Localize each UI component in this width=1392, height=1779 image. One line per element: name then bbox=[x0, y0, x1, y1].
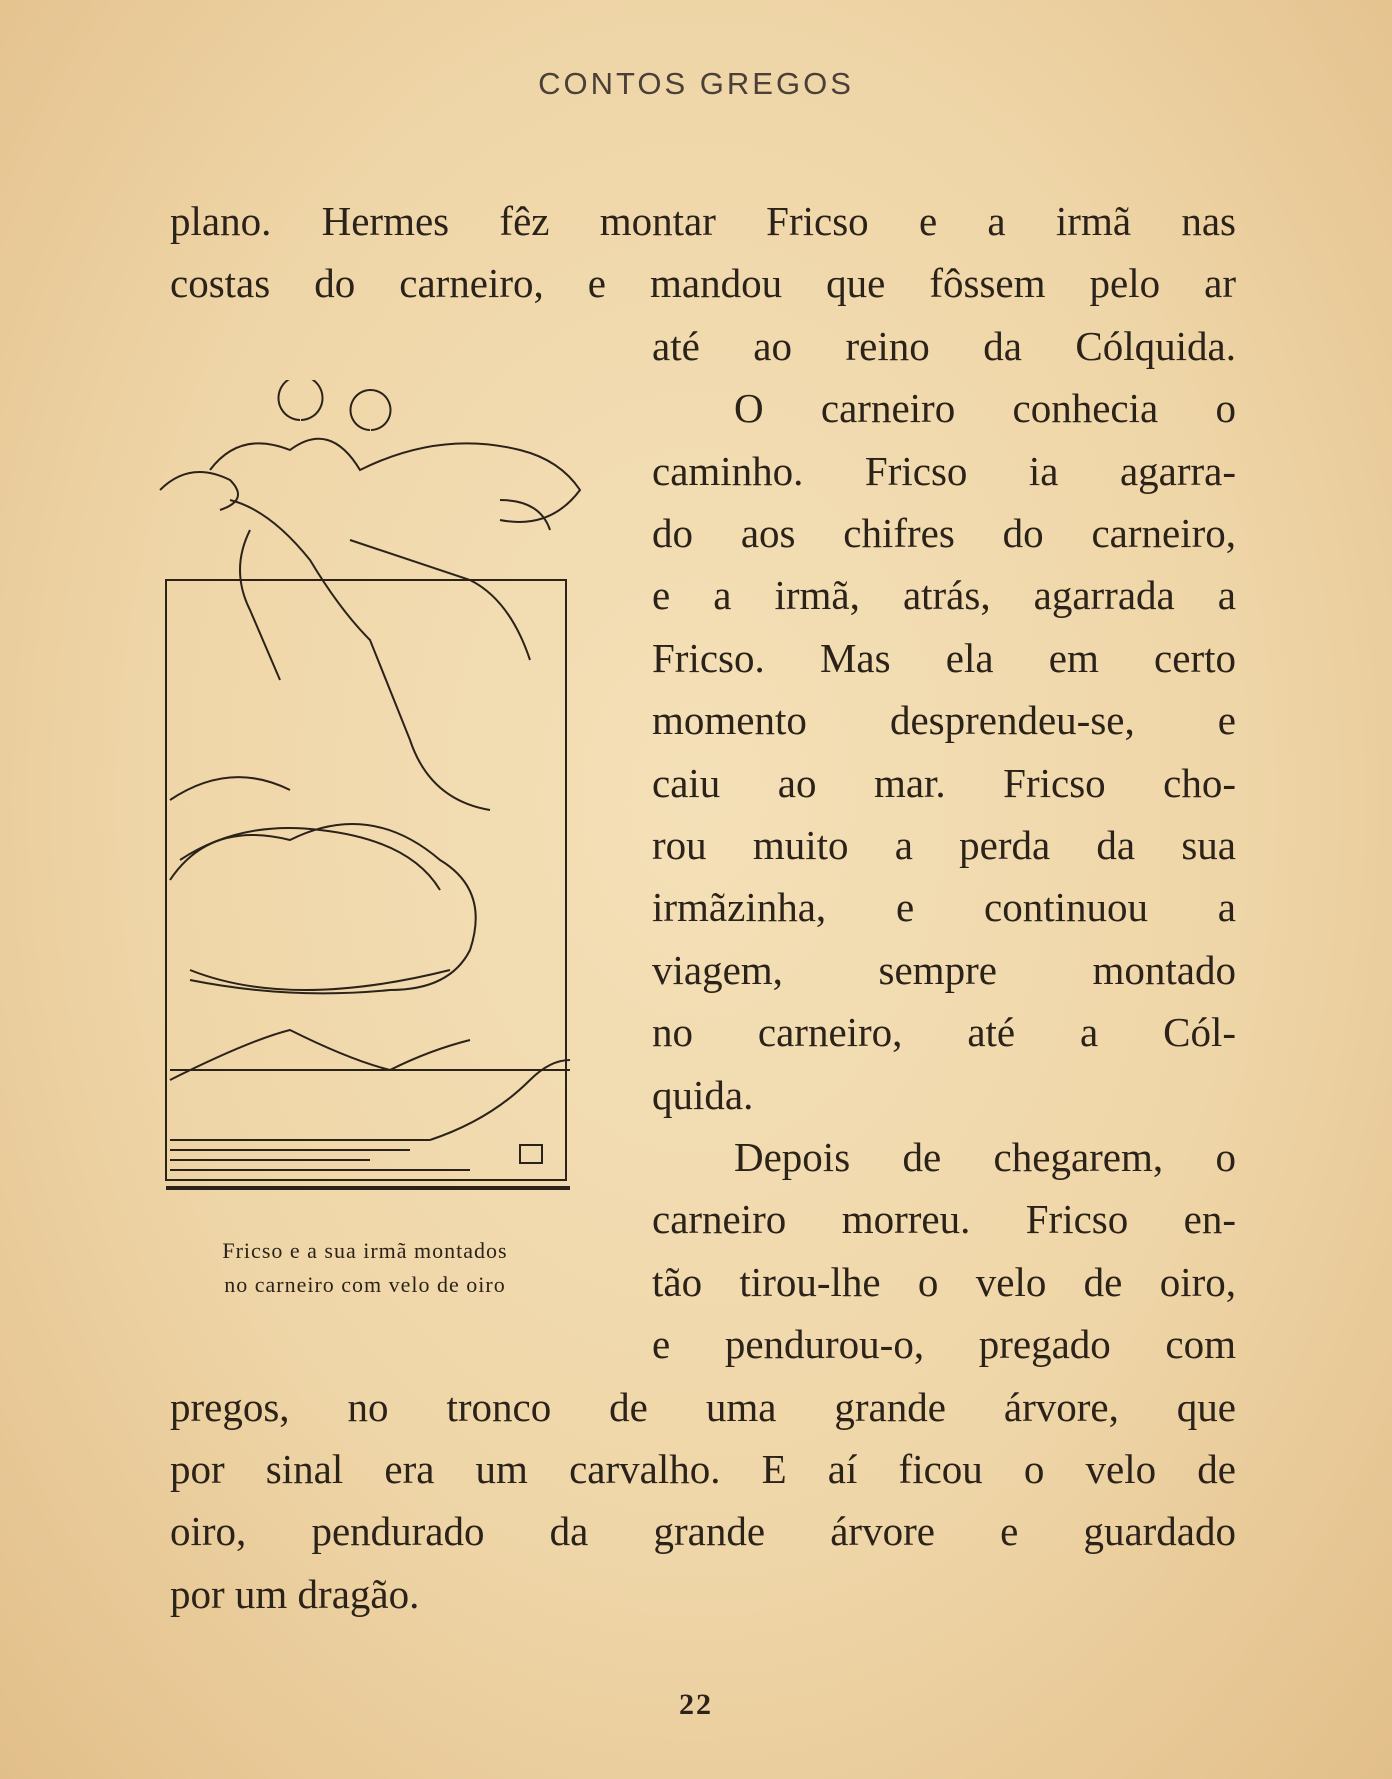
text-line: pregos, no tronco de uma grande árvore, que bbox=[170, 1384, 1236, 1430]
text-line: Depois de chegarem, o bbox=[734, 1134, 1236, 1180]
text-line: rou muito a perda da sua bbox=[652, 822, 1236, 868]
text-line: O carneiro conhecia o bbox=[734, 385, 1236, 431]
running-header: CONTOS GREGOS bbox=[538, 66, 854, 101]
text-line: e a irmã, atrás, agarrada a bbox=[652, 572, 1236, 618]
text-line: e pendurou-o, pregado com bbox=[652, 1321, 1236, 1367]
illustration-ram-flight bbox=[150, 380, 590, 1210]
text-line: plano. Hermes fêz montar Fricso e a irmã nas bbox=[170, 198, 1236, 244]
text-line: quida. bbox=[652, 1072, 754, 1118]
text-line: no carneiro, até a Cól- bbox=[652, 1009, 1236, 1055]
text-line: caminho. Fricso ia agarra- bbox=[652, 448, 1236, 494]
text-line: carneiro morreu. Fricso en- bbox=[652, 1196, 1236, 1242]
text-line: momento desprendeu-se, e bbox=[652, 697, 1236, 743]
text-line: até ao reino da Cólquida. bbox=[652, 323, 1236, 369]
text-line: Fricso. Mas ela em certo bbox=[652, 635, 1236, 681]
text-line: viagem, sempre montado bbox=[652, 947, 1236, 993]
text-line: oiro, pendurado da grande árvore e guardado bbox=[170, 1508, 1236, 1554]
text-line: do aos chifres do carneiro, bbox=[652, 510, 1236, 556]
text-line: tão tirou-lhe o velo de oiro, bbox=[652, 1259, 1236, 1305]
illustration-caption: Fricso e a sua irmã montados bbox=[222, 1238, 508, 1263]
page-number: 22 bbox=[679, 1688, 713, 1721]
illustration-caption: no carneiro com velo de oiro bbox=[224, 1272, 506, 1297]
text-line: caiu ao mar. Fricso cho- bbox=[652, 760, 1236, 806]
text-line: costas do carneiro, e mandou que fôssem pelo ar bbox=[170, 260, 1236, 306]
text-line: irmãzinha, e continuou a bbox=[652, 884, 1236, 930]
text-line: por um dragão. bbox=[170, 1571, 420, 1617]
text-line: por sinal era um carvalho. E aí ficou o velo de bbox=[170, 1446, 1236, 1492]
